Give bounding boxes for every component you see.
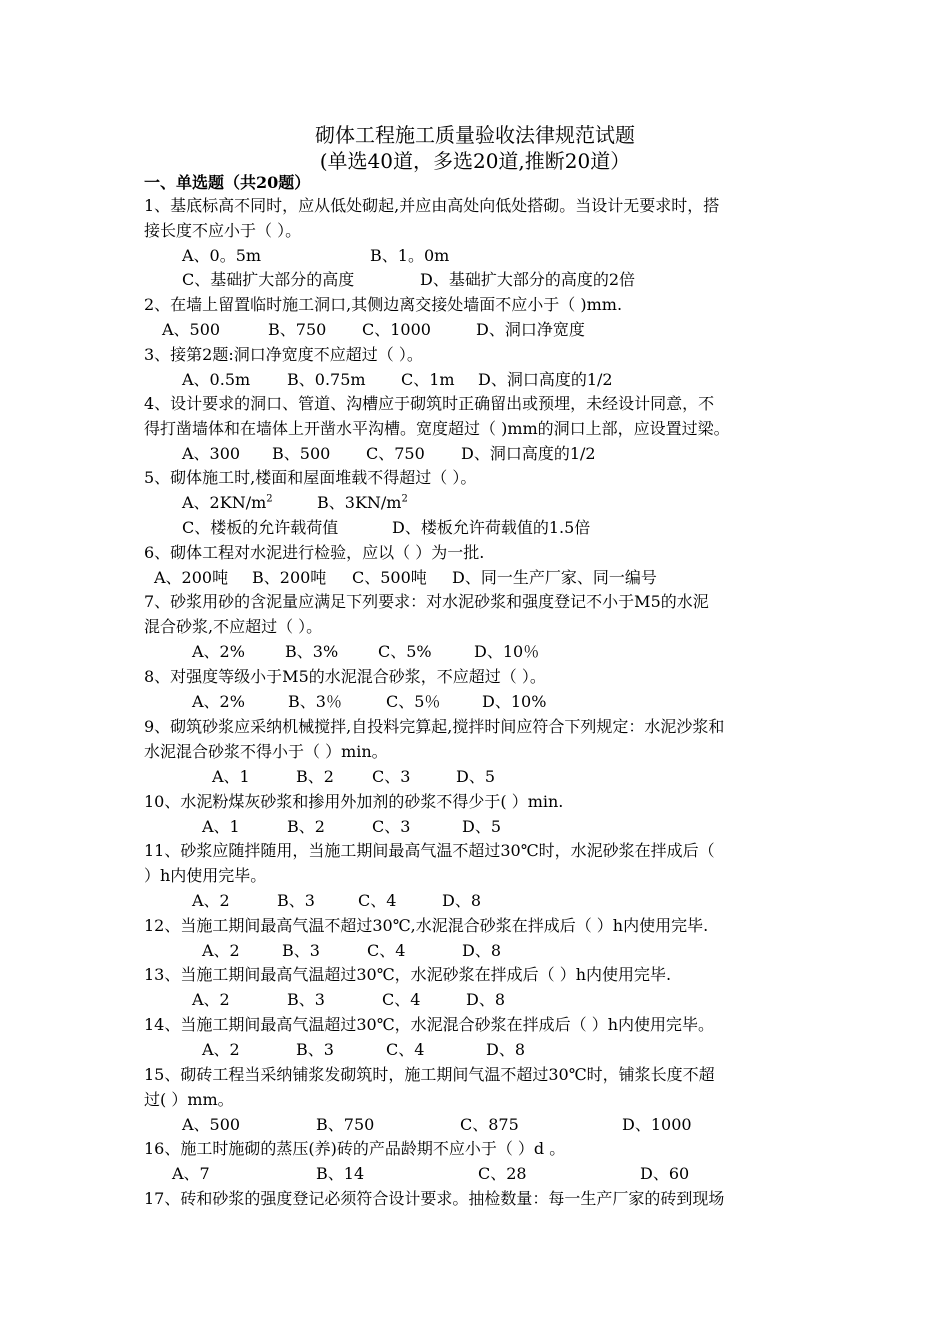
question-8-option-c: C、5％	[386, 692, 441, 711]
question-15-option-c: C、875	[460, 1115, 519, 1134]
question-10-option-d: D、5	[462, 817, 502, 836]
question-7-option-c: C、5%	[378, 642, 432, 661]
question-5-option-b-text: B、3KN/m	[317, 493, 402, 512]
question-4-line-1: 4、设计要求的洞口、管道、沟槽应于砌筑时正确留出或预埋，未经设计同意，不	[144, 394, 715, 413]
question-3: 3、接第2题:洞口净宽度不应超过（ ）。	[144, 345, 423, 364]
question-9-option-a: A、1	[212, 767, 250, 786]
question-5-option-c: C、楼板的允许载荷值	[182, 518, 339, 537]
question-4-option-d: D、洞口高度的1/2	[461, 444, 596, 463]
question-3-option-d: D、洞口高度的1/2	[478, 370, 613, 389]
question-5-option-a	[182, 491, 273, 515]
question-5-option-b-superscript: 2	[401, 493, 408, 505]
document-subtitle: (单选40道，多选20道,推断20道）	[319, 149, 631, 173]
question-15-option-a: A、500	[182, 1115, 241, 1134]
question-5-option-b	[317, 491, 408, 515]
question-13-option-b: B、3	[287, 990, 325, 1009]
question-10-option-b: B、2	[287, 817, 325, 836]
question-16-option-d: D、60	[640, 1164, 690, 1183]
question-11-line-1: 11、砂浆应随拌随用，当施工期间最高气温不超过30℃时，水泥砂浆在拌成后（	[144, 841, 715, 860]
question-7-line-2: 混合砂浆,不应超过（ ）。	[144, 617, 323, 636]
question-14-option-c: C、4	[386, 1040, 425, 1059]
question-2-option-a: A、500	[162, 320, 221, 339]
section-heading-single-choice: 一、单选题（共20题）	[144, 173, 311, 192]
question-9-option-d: D、5	[456, 767, 496, 786]
question-12-option-c: C、4	[367, 941, 406, 960]
question-5: 5、砌体施工时,楼面和屋面堆载不得超过（ ）。	[144, 468, 477, 487]
question-12-option-d: D、8	[462, 941, 502, 960]
question-17-line-1: 17、砖和砂浆的强度登记必须符合设计要求。抽检数量：每一生产厂家的砖到现场	[144, 1189, 725, 1208]
question-14-option-d: D、8	[486, 1040, 526, 1059]
question-15-option-d: D、1000	[622, 1115, 692, 1134]
question-8-option-d: D、10%	[482, 692, 547, 711]
question-3-option-c: C、1m	[401, 370, 455, 389]
question-15-line-1: 15、砌砖工程当采纳铺浆发砌筑时，施工期间气温不超过30℃时，铺浆长度不超	[144, 1065, 715, 1084]
question-13-option-d: D、8	[466, 990, 506, 1009]
question-1-option-c: C、基础扩大部分的高度	[182, 270, 355, 289]
question-1-line-2: 接长度不应小于（ ）。	[144, 221, 302, 240]
question-7-option-b: B、3%	[285, 642, 339, 661]
question-15-option-b: B、750	[316, 1115, 375, 1134]
question-4-line-2: 得打凿墙体和在墙体上开凿水平沟槽。宽度超过（ )mm的洞口上部，应设置过梁。	[144, 419, 730, 438]
question-9-option-b: B、2	[296, 767, 334, 786]
question-1-option-d: D、基础扩大部分的高度的2倍	[420, 270, 636, 289]
question-12-option-a: A、2	[202, 941, 240, 960]
question-2-option-d: D、洞口净宽度	[476, 320, 585, 339]
question-10-option-c: C、3	[372, 817, 411, 836]
question-11-option-b: B、3	[277, 891, 315, 910]
question-16-option-a: A、7	[172, 1164, 210, 1183]
question-6: 6、砌体工程对水泥进行检验，应以（ ）为一批.	[144, 543, 485, 562]
question-13-option-a: A、2	[192, 990, 230, 1009]
question-6-option-b: B、200吨	[252, 568, 327, 587]
question-2-option-b: B、750	[268, 320, 327, 339]
question-4-option-a: A、300	[182, 444, 241, 463]
question-10-option-a: A、1	[202, 817, 240, 836]
question-11-option-c: C、4	[358, 891, 397, 910]
question-8-option-b: B、3％	[288, 692, 342, 711]
question-3-option-a: A、0.5m	[182, 370, 251, 389]
question-9-option-c: C、3	[372, 767, 411, 786]
question-3-option-b: B、0.75m	[287, 370, 366, 389]
question-11-option-a: A、2	[192, 891, 230, 910]
question-5-option-a-superscript: 2	[266, 493, 273, 505]
question-7-option-a: A、2%	[192, 642, 245, 661]
question-16: 16、施工时施砌的蒸压(养)砖的产品龄期不应小于（ ）d 。	[144, 1139, 566, 1158]
question-5-option-a-text: A、2KN/m	[182, 493, 267, 512]
question-9-line-1: 9、砌筑砂浆应采纳机械搅拌,自投料完算起,搅拌时间应符合下列规定：水泥沙浆和	[144, 717, 725, 736]
question-2: 2、在墙上留置临时施工洞口,其侧边离交接处墙面不应小于（ )mm.	[144, 295, 623, 314]
question-11-option-d: D、8	[442, 891, 482, 910]
question-5-option-d: D、楼板允许荷载值的1.5倍	[392, 518, 591, 537]
question-1-line-1: 1、基底标高不同时，应从低处砌起,并应由高处向低处搭砌。当设计无要求时，搭	[144, 196, 720, 215]
question-16-option-c: C、28	[478, 1164, 527, 1183]
question-8-option-a: A、2%	[192, 692, 245, 711]
question-7-option-d: D、10％	[474, 642, 540, 661]
question-15-line-2: 过( ）mm。	[144, 1090, 234, 1109]
document-title: 砌体工程施工质量验收法律规范试题	[315, 123, 635, 147]
question-13-option-c: C、4	[382, 990, 421, 1009]
question-7-line-1: 7、砂浆用砂的含泥量应满足下列要求：对水泥砂浆和强度登记不小于M5的水泥	[144, 592, 709, 611]
question-6-option-a: A、200吨	[154, 568, 229, 587]
question-10: 10、水泥粉煤灰砂浆和掺用外加剂的砂浆不得少于( ）min.	[144, 792, 564, 811]
question-13: 13、当施工期间最高气温超过30℃，水泥砂浆在拌成后（ ）h内使用完毕.	[144, 965, 672, 984]
question-6-option-c: C、500吨	[352, 568, 427, 587]
question-6-option-d: D、同一生产厂家、同一编号	[452, 568, 657, 587]
question-16-option-b: B、14	[316, 1164, 365, 1183]
question-12-option-b: B、3	[282, 941, 320, 960]
question-14-option-a: A、2	[202, 1040, 240, 1059]
question-11-line-2: ）h内使用完毕。	[144, 866, 267, 885]
question-14: 14、当施工期间最高气温超过30℃，水泥混合砂浆在拌成后（ ）h内使用完毕。	[144, 1015, 715, 1034]
question-1-option-a: A、0。5m	[182, 246, 262, 265]
question-2-option-c: C、1000	[362, 320, 431, 339]
question-8: 8、对强度等级小于M5的水泥混合砂浆，不应超过（ ）。	[144, 667, 546, 686]
question-4-option-b: B、500	[272, 444, 331, 463]
question-9-line-2: 水泥混合砂浆不得小于（ ）min。	[144, 742, 388, 761]
question-4-option-c: C、750	[366, 444, 425, 463]
question-14-option-b: B、3	[296, 1040, 334, 1059]
question-12: 12、当施工期间最高气温不超过30℃,水泥混合砂浆在拌成后（ ）h内使用完毕.	[144, 916, 709, 935]
question-1-option-b: B、1。0m	[370, 246, 450, 265]
